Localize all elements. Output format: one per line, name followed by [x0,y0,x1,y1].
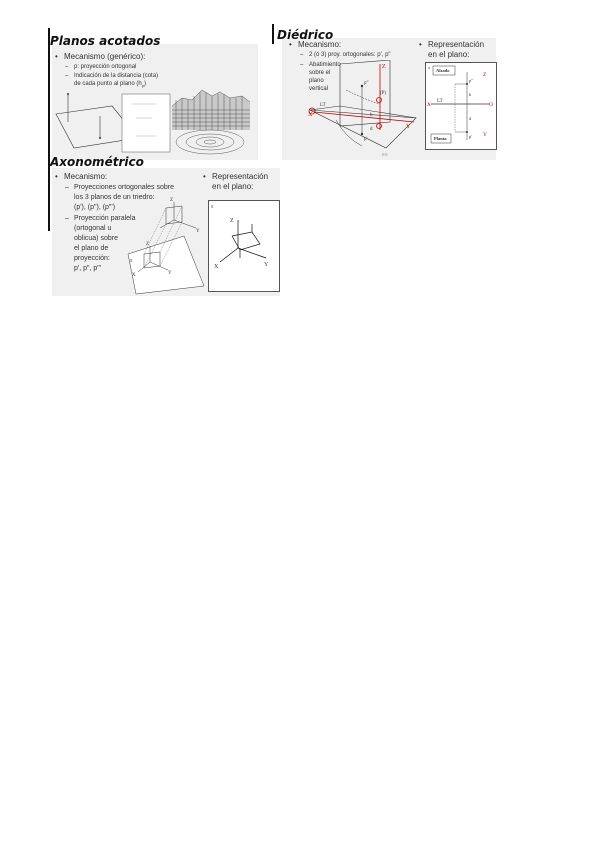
diedrico-repr-line2: en el plano: [428,50,470,59]
axono-sub2-line1: – Proyección paralela [74,215,135,222]
diedrico-plane-svg [425,62,495,148]
afig-y-bottom: Y [168,271,172,276]
diedrico-sub2-line2: sobre el [309,70,331,76]
aplane-pi-label: π [211,205,214,210]
afig-x-bottom: X [132,273,136,278]
planta-label: Planta [434,136,447,141]
dfig-d-label: d [370,127,373,132]
planos-acotados-figure [52,86,258,160]
dfig-x-label: X [308,112,313,118]
aplane-y-label: Y [264,262,269,268]
dplane-x-label: X [427,102,431,108]
inset-box [122,94,170,152]
dplane-z-label: Z [483,72,487,78]
dplane-o-label: O [489,102,493,108]
alzado-label: Alzado [436,68,450,73]
dplane-h-label: h [469,92,472,97]
projection-plane [128,236,204,294]
dfig-p2-label: p" [364,81,369,86]
afig-pi: π [130,259,133,264]
afig-z-top: Z [170,198,174,203]
axono-repr-line2: en el plano: [212,182,254,191]
dfig-eo-label: eo [382,152,388,158]
axono-sub2-line2: (ortogonal u [74,225,112,232]
dfig-lt-label: LT [320,103,326,108]
diedrico-bullet: • Mecanismo: [298,40,341,49]
aplane-z-label: Z [230,218,234,224]
planos-bullet: • Mecanismo (genérico): [64,52,145,61]
diedrico-3d-figure [306,60,420,160]
aplane-x-label: X [214,264,219,270]
planos-sub1: – p: proyección ortogonal [74,64,136,70]
dplane-lt-label: LT [437,99,443,104]
dplane-p1-label: p' [469,134,473,139]
axono-sub2-line3: oblicua) sobre [74,235,118,242]
afig-y-top: Y [196,229,200,234]
planos-sub2-line1: – Indicación de la distancia (cota) [74,73,158,79]
diedrico-sub2-line3: plano [309,78,324,84]
axono-plane-svg [208,200,278,290]
dfig-h-label: h [370,113,373,118]
dfig-p3d-label: (P) [380,91,387,96]
axono-sub2-line5: proyección: [74,255,110,262]
axono-3d-figure [126,196,206,296]
left-margin-bar [48,28,50,231]
planos-sub2-line2: de cada punto al plano $(h_p)$ [74,81,146,89]
axono-sub2-line4: el plano de [74,245,109,252]
diedrico-sub1: – 2 (ó 3) proy. ortogonales: p', p" [309,52,391,58]
dfig-y-label: Y [406,124,411,130]
diedrico-sub2-line1: – Abatimiento [309,62,341,68]
dplane-pi-label: π [428,65,431,70]
dfig-z-label: Z [382,64,386,70]
axono-sub1-line1: – Proyecciones ortogonales sobre [74,184,174,191]
axono-bullet: • Mecanismo: [64,172,107,181]
axono-repr-line1: • Representación [212,172,268,181]
axono-sub1-line3: (p'), (p"), (p"') [74,204,116,211]
planos-acotados-title: Planos acotados [50,34,161,48]
diedrico-sub2-line4: vertical [309,86,329,92]
diedrico-left-bar [272,24,274,44]
diedrico-title: Diédrico [277,28,334,42]
dplane-y-label: Y [483,132,487,138]
afig-z-bottom: Z [146,242,150,247]
dplane-d-label: d [469,116,472,121]
dfig-p1-label: p' [364,137,368,142]
axono-sub2-line6: p', p", p"' [74,265,102,272]
axonometrico-title: Axonométrico [50,155,144,169]
dplane-p2-label: p" [469,78,474,83]
diedrico-repr-line1: • Representación [428,40,484,49]
axono-sub1-line2: los 3 planos de un triedro: [74,194,155,201]
horizontal-plane [310,106,416,148]
